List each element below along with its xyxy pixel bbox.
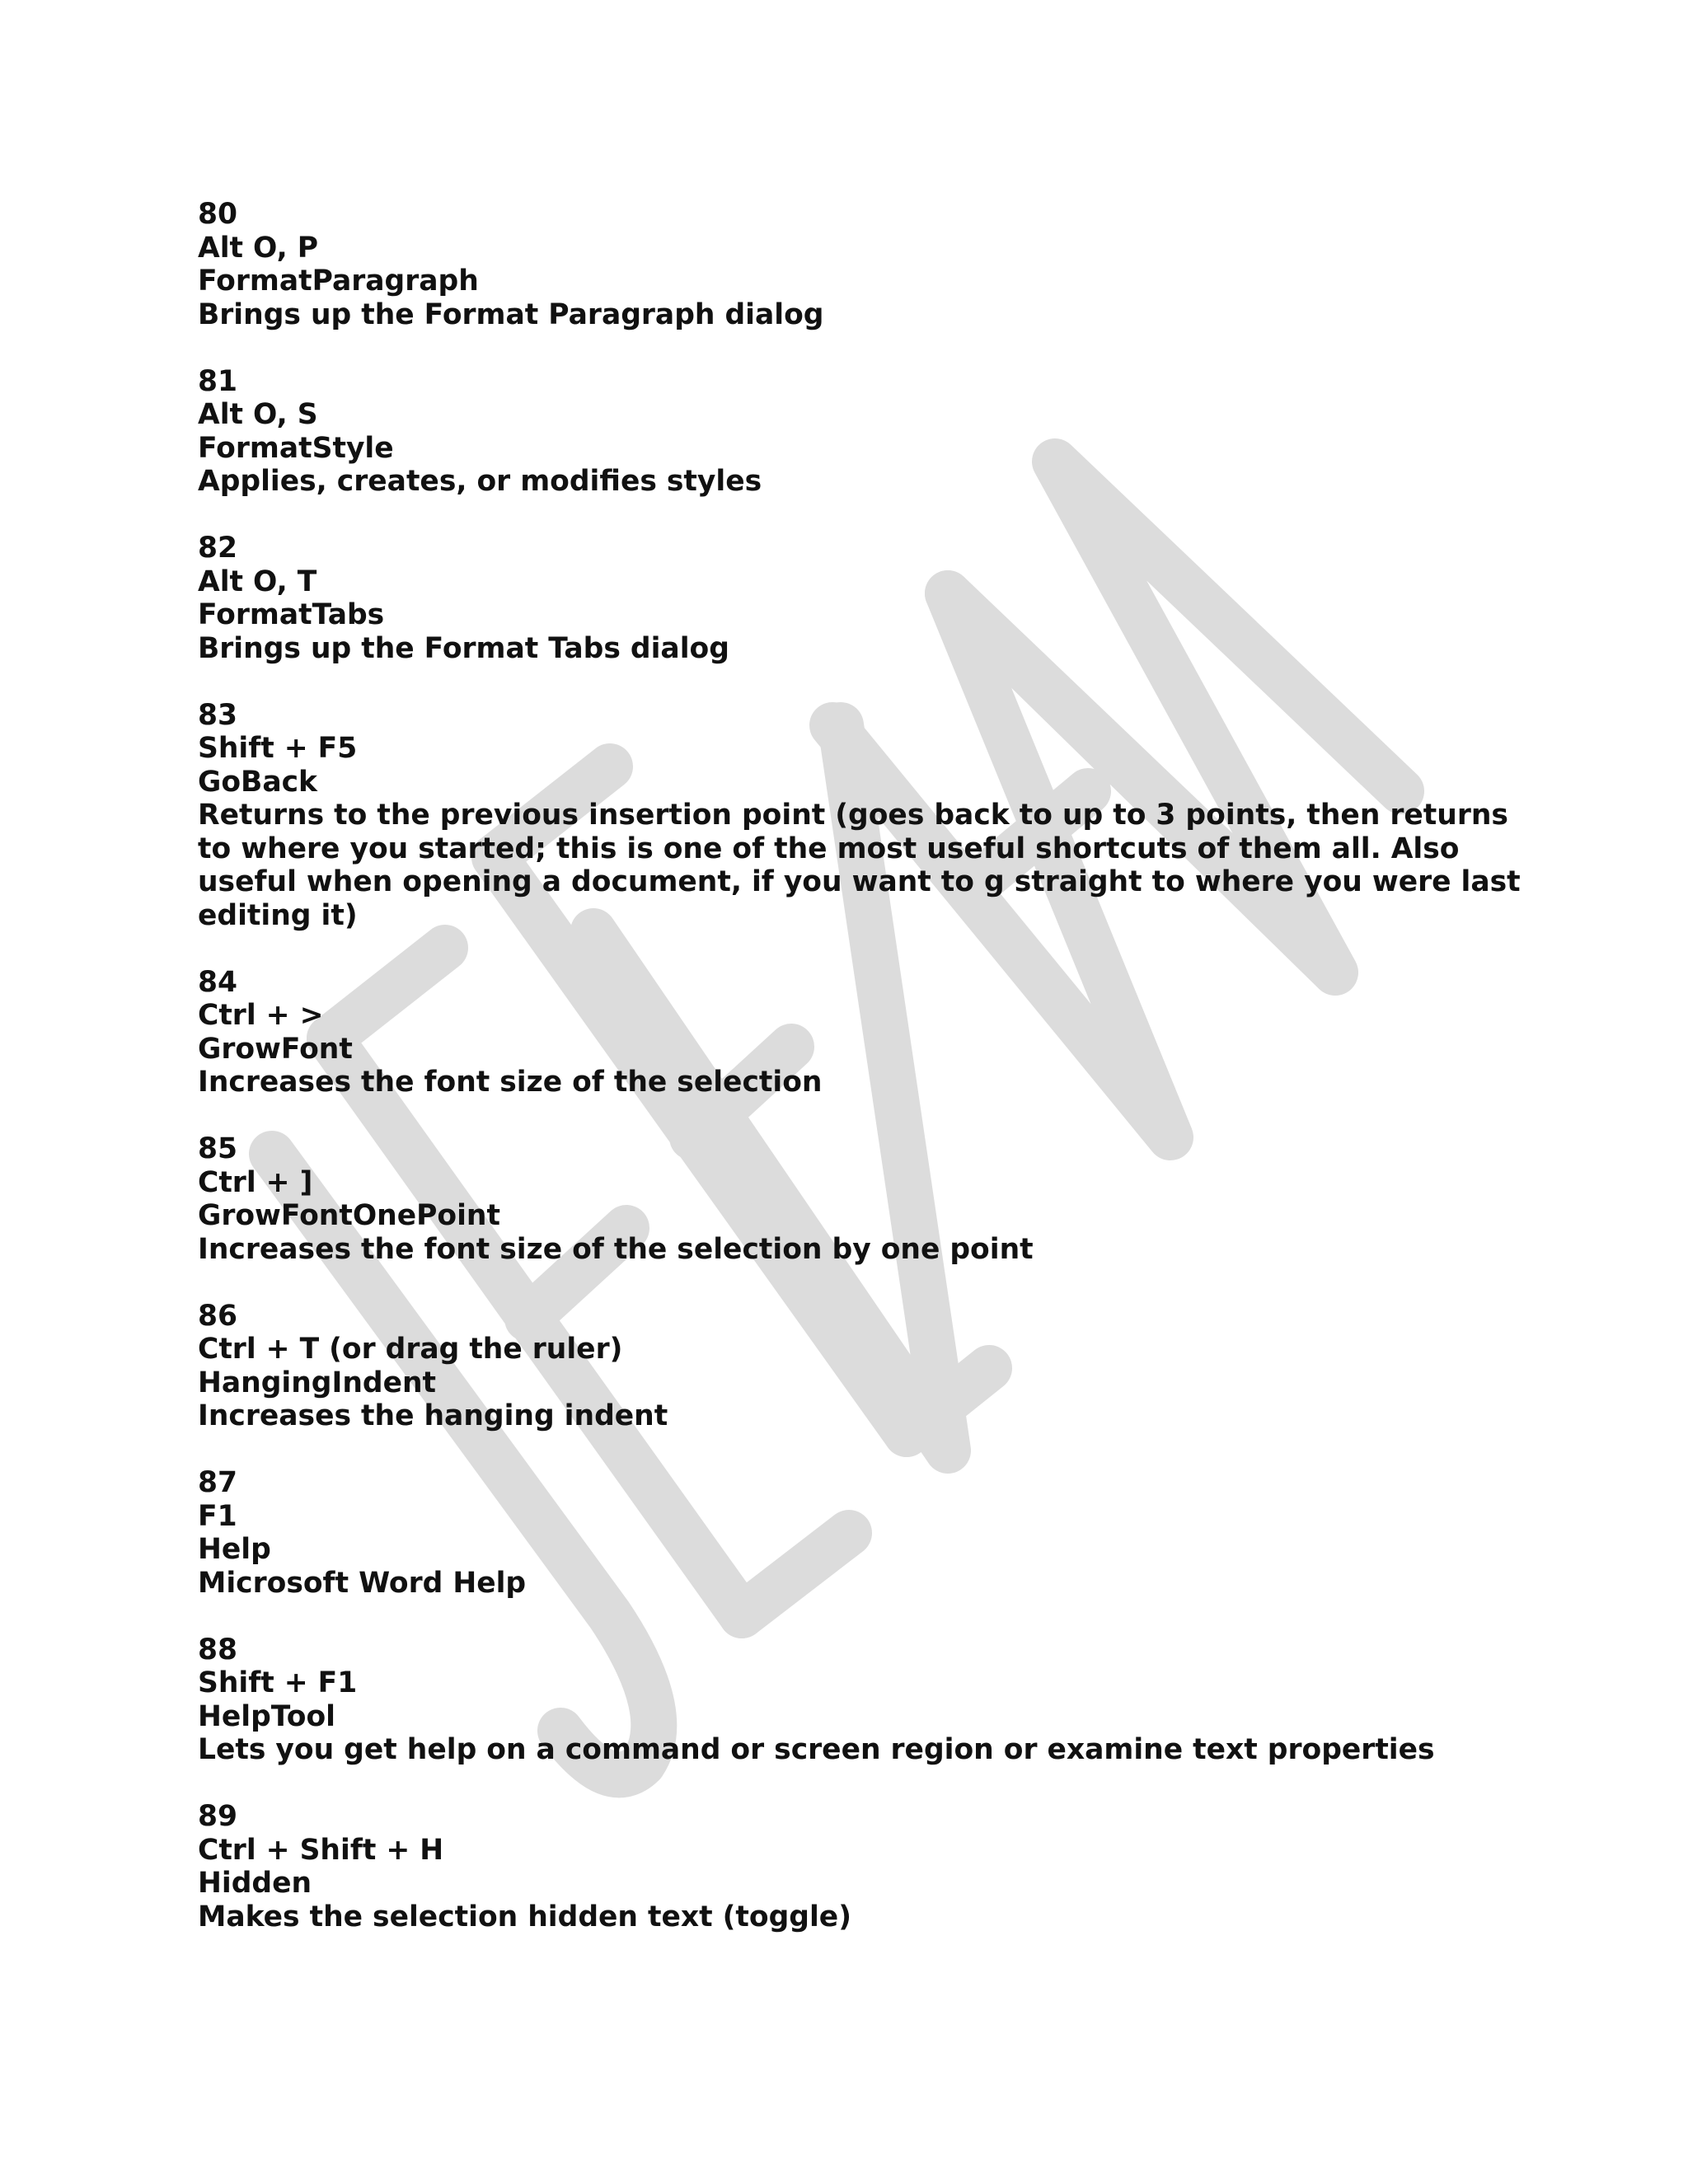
entry-description: Brings up the Format Tabs dialog [198, 631, 729, 665]
entry-description-line: useful when opening a document, if you want to g straight to where you were last [198, 865, 1521, 898]
entry-description-line: editing it) [198, 898, 358, 932]
entry-keys: Alt O, P [198, 231, 319, 265]
list-item [198, 198, 1533, 331]
entry-command: GrowFont [198, 1032, 353, 1066]
entry-description: Lets you get help on a command or screen region or examine text properties [198, 1733, 1435, 1766]
entry-description: Microsoft Word Help [198, 1566, 527, 1600]
entry-description: Increases the font size of the selection [198, 1066, 823, 1099]
entry-command: FormatStyle [198, 431, 394, 465]
entry-number: 81 [198, 364, 238, 398]
entry-keys: Ctrl + T (or drag the ruler) [198, 1333, 623, 1366]
entry-keys: Ctrl + > [198, 999, 324, 1032]
entry-keys: Alt O, T [198, 565, 317, 598]
entry-description-line: to where you started; this is one of the most useful shortcuts of them all. Also [198, 832, 1460, 865]
entry-keys: Shift + F5 [198, 732, 358, 765]
list-item [198, 532, 1533, 665]
entry-command: Hidden [198, 1867, 312, 1900]
entry-description: Brings up the Format Paragraph dialog [198, 298, 824, 331]
entry-keys: F1 [198, 1499, 237, 1533]
entry-command: GrowFontOnePoint [198, 1199, 500, 1232]
list-item [198, 699, 1533, 933]
list-item [198, 966, 1533, 1099]
list-item [198, 1800, 1533, 1933]
list-item [198, 1300, 1533, 1433]
entry-number: 85 [198, 1132, 238, 1165]
entry-keys: Ctrl + ] [198, 1165, 313, 1199]
entry-command: GoBack [198, 765, 317, 799]
entry-keys: Alt O, S [198, 398, 318, 431]
list-item [198, 365, 1533, 499]
entry-number: 88 [198, 1633, 238, 1666]
entry-description: Returns to the previous insertion point (goes back to up to 3 points, then returns [198, 799, 1508, 832]
entry-description: Increases the font size of the selection by one point [198, 1232, 1034, 1266]
entry-description: Increases the hanging indent [198, 1399, 668, 1432]
entry-number: 82 [198, 532, 238, 565]
entry-description: Makes the selection hidden text (toggle) [198, 1900, 851, 1933]
entry-command: FormatTabs [198, 598, 385, 631]
entry-number: 84 [198, 965, 238, 999]
shortcut-list [198, 198, 1533, 1967]
list-item [198, 1132, 1533, 1266]
entry-keys: Shift + F1 [198, 1666, 358, 1699]
entry-number: 83 [198, 698, 238, 732]
list-item [198, 1633, 1533, 1767]
entry-command: HangingIndent [198, 1366, 437, 1399]
entry-command: HelpTool [198, 1699, 335, 1733]
entry-number: 80 [198, 198, 238, 231]
list-item [198, 1466, 1533, 1600]
entry-number: 89 [198, 1800, 238, 1833]
entry-keys: Ctrl + Shift + H [198, 1833, 444, 1867]
entry-command: Help [198, 1533, 271, 1566]
entry-description: Applies, creates, or modifies styles [198, 465, 762, 498]
entry-command: FormatParagraph [198, 265, 479, 298]
entry-number: 87 [198, 1466, 238, 1499]
entry-number: 86 [198, 1299, 238, 1333]
